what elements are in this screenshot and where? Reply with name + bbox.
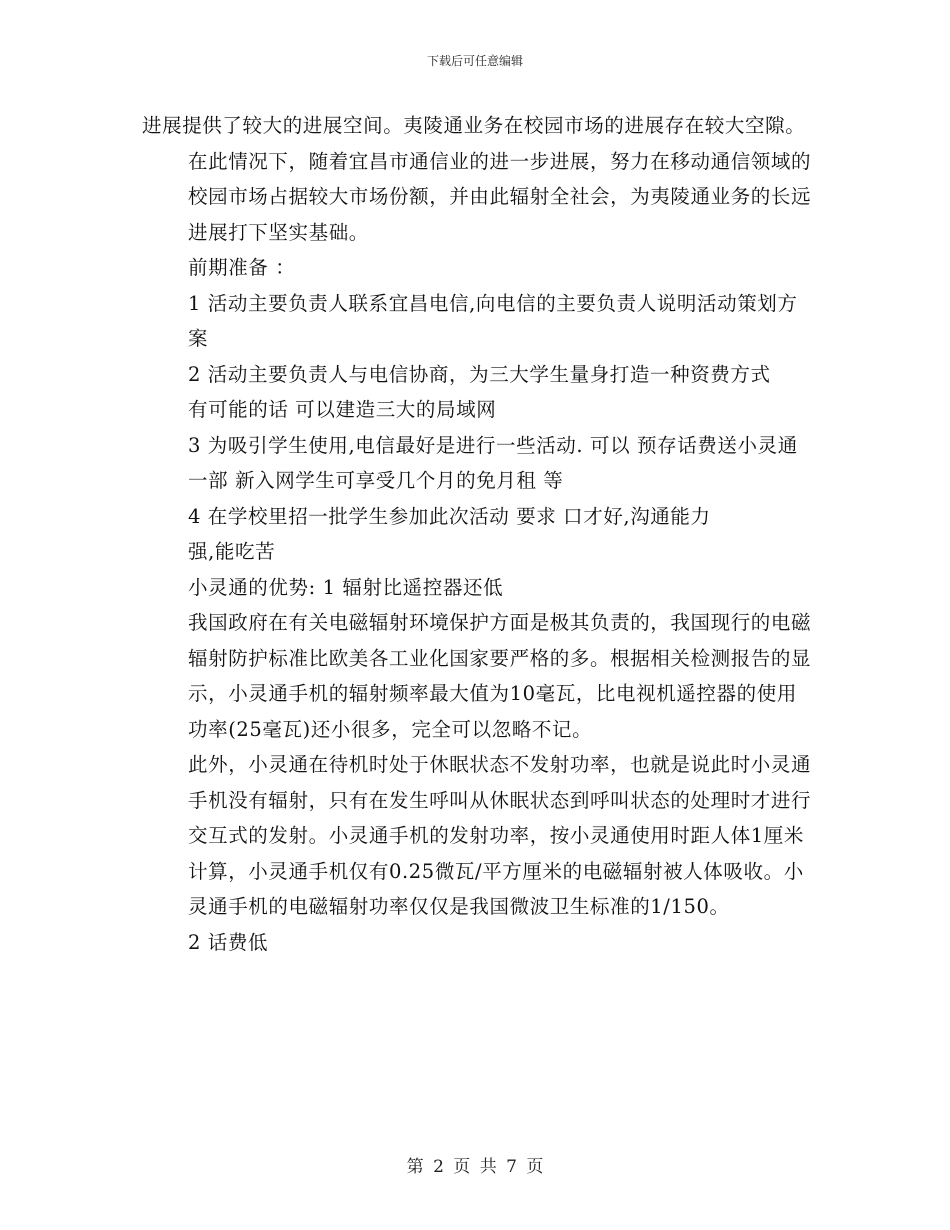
page-footer: 第 2 页 共 7 页	[406, 1157, 544, 1177]
document-body	[142, 108, 814, 960]
paragraph: 前期准备 ：	[188, 256, 296, 279]
paragraph: 在此情况下，随着宜昌市通信业的进一步进展，努力在移动通信领域的校园市场占据较大市场份额，并由此辐射全社会，为夷陵通业务的长远进展打下坚实基础。	[188, 149, 812, 244]
paragraph: 小灵通的优势: 1 辐射比遥控器还低	[188, 575, 504, 599]
paragraph: 2 活动主要负责人与电信协商，为三大学生量身打造一种资费方式	[188, 362, 771, 386]
paragraph: 4 在学校里招一批学生参加此次活动 要求 口才好,沟通能力	[188, 504, 711, 528]
paragraph: 有可能的话 可以建造三大的局域网	[188, 398, 497, 421]
paragraph: 我国政府在有关电磁辐射环境保护方面是极其负责的，我国现行的电磁辐射防护标准比欧美各工业化国家要严格的多。根据相关检测报告的显示，小灵通手机的辐射频率最大值为10毫瓦，比电视机遥控器的使用功率(25毫瓦)还小很多，完全可以忽略不记。	[188, 611, 812, 741]
paragraph: 1 活动主要负责人联系宜昌电信,向电信的主要负责人说明活动策划方案	[188, 291, 798, 350]
paragraph: 进展提供了较大的进展空间。夷陵通业务在校园市场的进展存在较大空隙。	[142, 114, 806, 137]
page-header: 下载后可任意编辑	[426, 54, 523, 68]
paragraph: 此外，小灵通在待机时处于休眠状态不发射功率，也就是说此时小灵通手机没有辐射，只有在发生呼叫从休眠状态到呼叫状态的处理时才进行交互式的发射。小灵通手机的发射功率，按小灵通使用时距人体1厘米计算，小灵通手机仅有0.25微瓦/平方厘米的电磁辐射被人体吸收。小灵通手机的电磁辐射功率仅仅是我国微波卫生标准的1/150。	[188, 753, 812, 918]
paragraph: 2 话费低	[188, 930, 269, 954]
paragraph: 3 为吸引学生使用,电信最好是进行一些活动. 可以 预存话费送小灵通一部 新入网学生可享受几个月的免月租 等	[188, 433, 798, 492]
paragraph: 强,能吃苦	[188, 540, 276, 563]
